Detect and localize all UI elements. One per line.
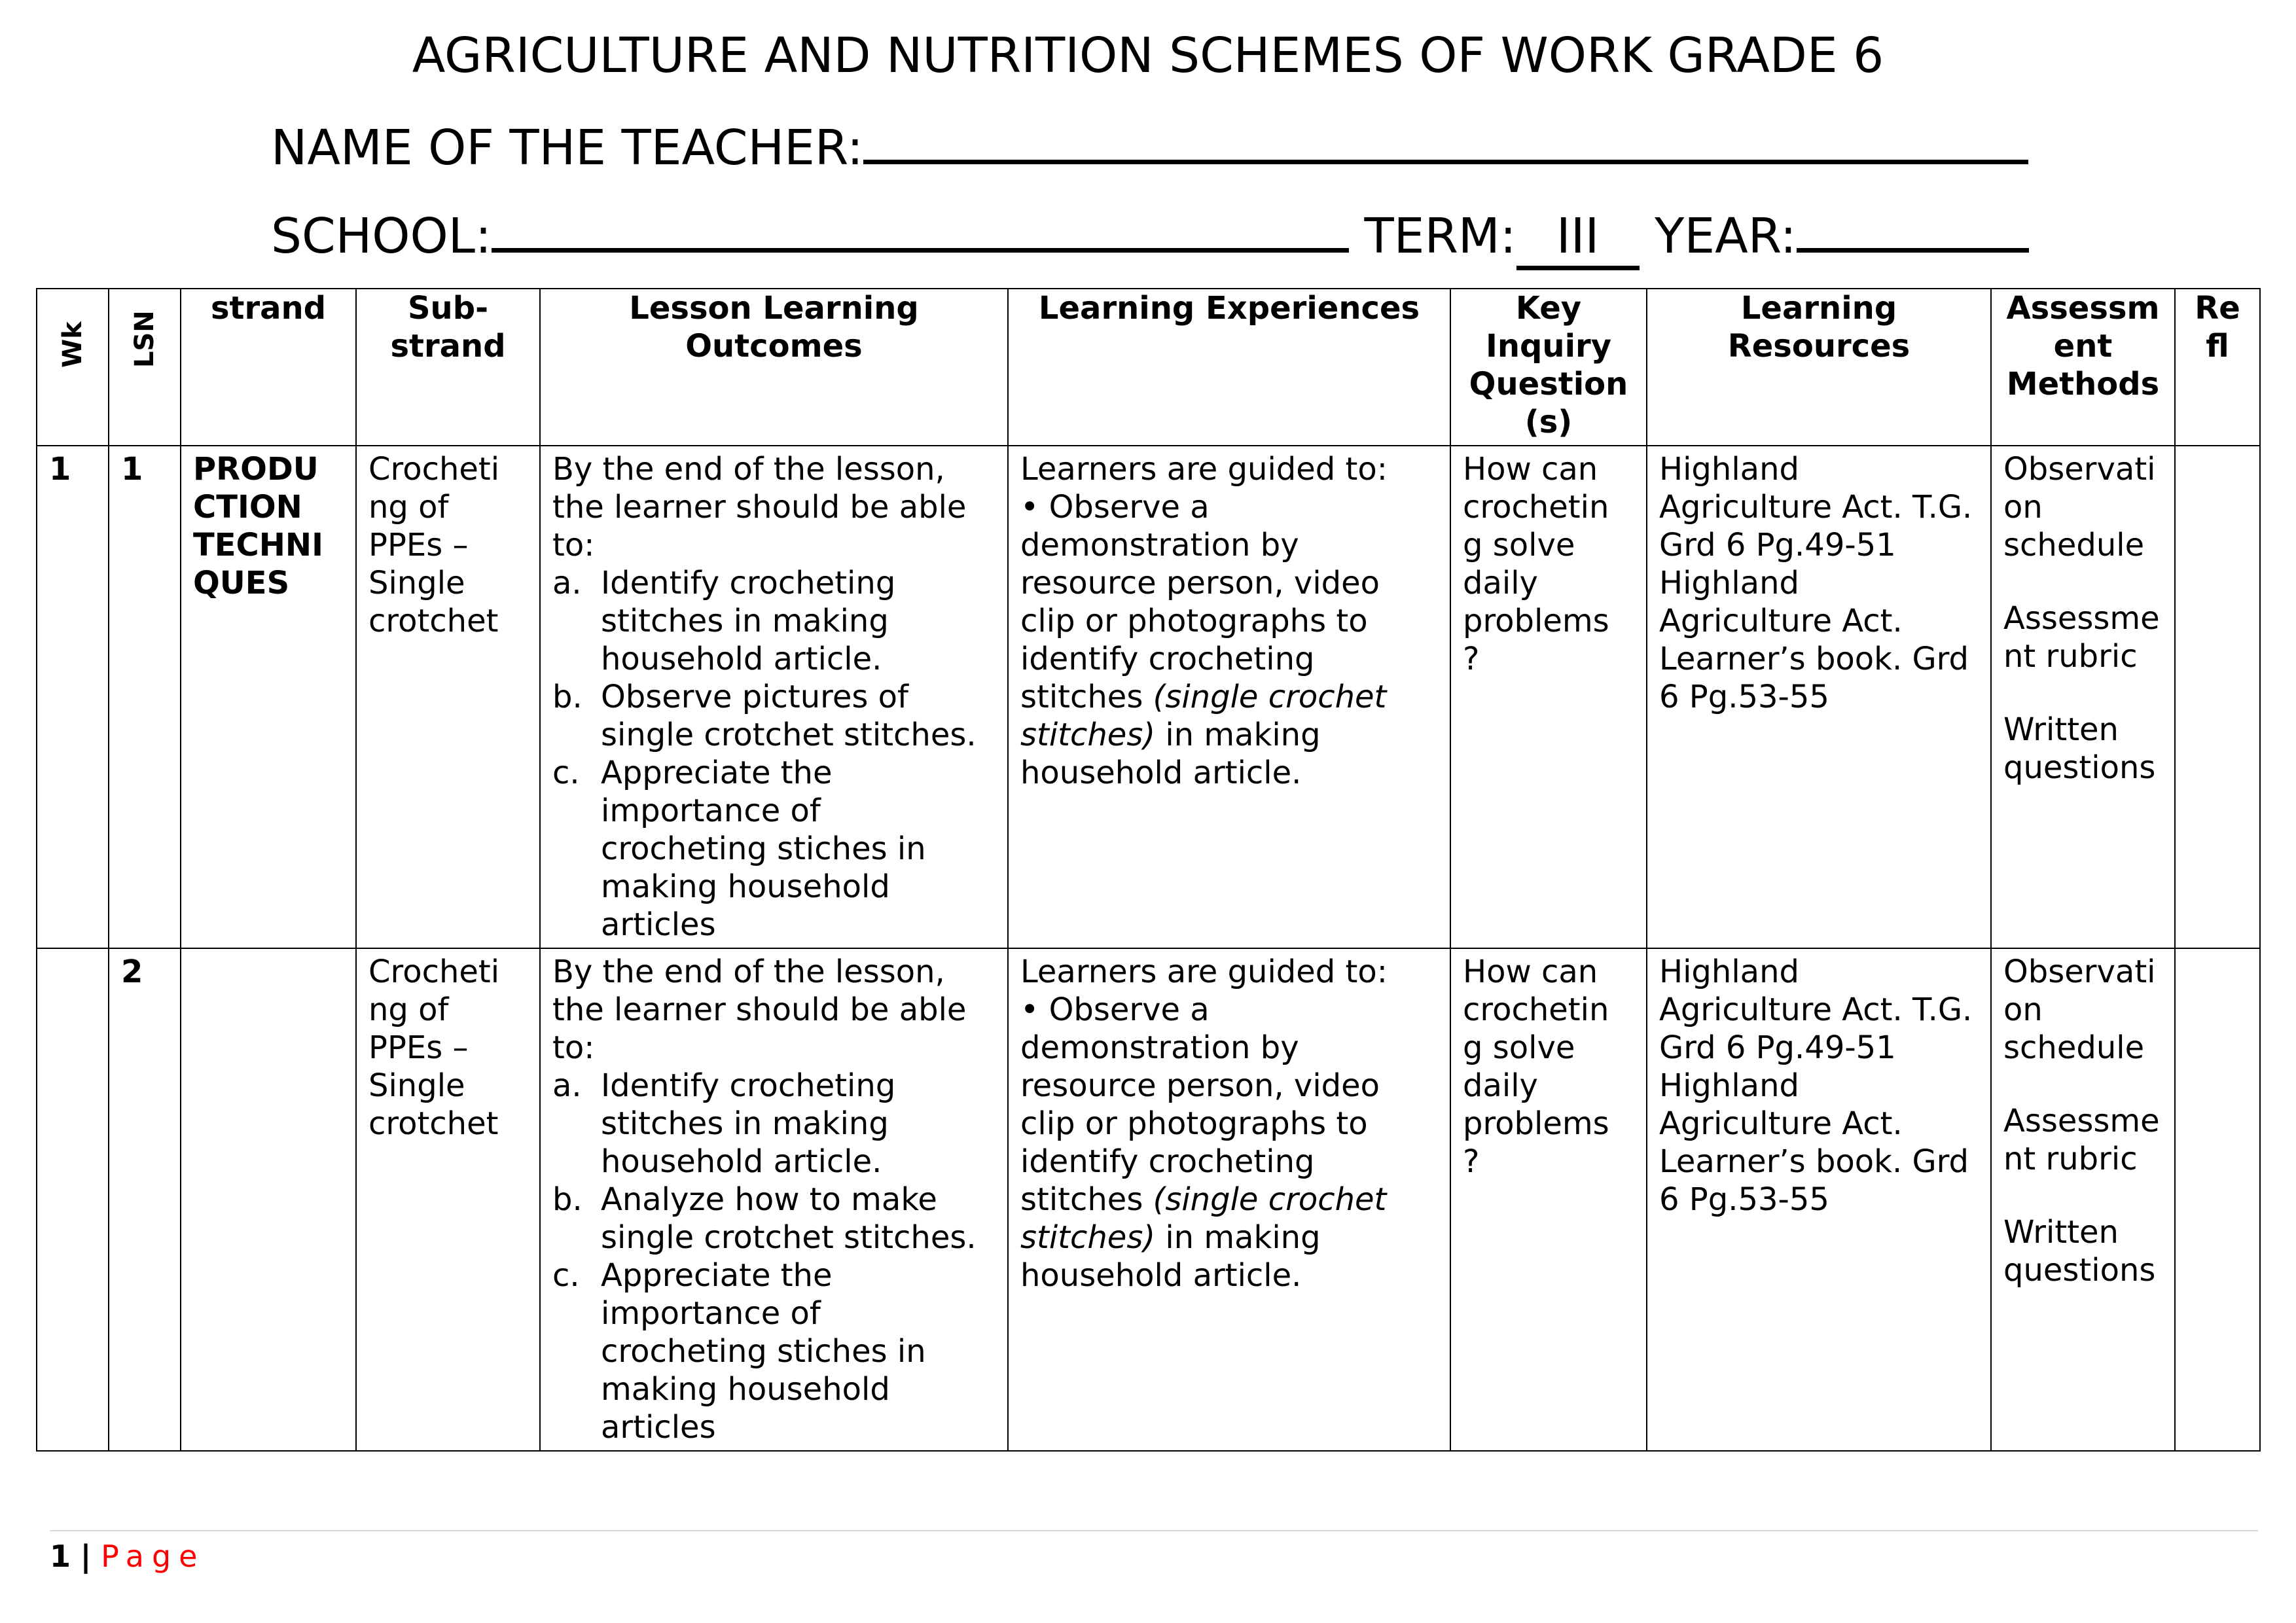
assessment-cell: [1991, 446, 2175, 948]
lesson-cell: 1: [109, 446, 181, 948]
header-key-inquiry: Key Inquiry Question(s): [1450, 289, 1647, 446]
schemes-of-work-table: [36, 288, 2261, 1452]
header-resources: Learning Resources: [1647, 289, 1991, 446]
outcomes-intro: By the end of the lesson, the learner should be able to:: [552, 451, 967, 563]
term-label: TERM:: [1364, 208, 1516, 264]
outcomes-intro: By the end of the lesson, the learner should be able to:: [552, 954, 967, 1066]
page-number: 1: [50, 1539, 71, 1574]
page-footer: [50, 1537, 205, 1576]
resources-cell: Highland Agriculture Act. T.G. Grd 6 Pg.49-51 Highland Agriculture Act. Learner’s book. Grd 6 Pg.53-55: [1647, 446, 1991, 948]
strand-cell: PRODU CTION TECHNI QUES: [181, 446, 356, 948]
header-sub-strand: Sub-strand: [356, 289, 540, 446]
assessment-cell: [1991, 948, 2175, 1451]
resources-cell: Highland Agriculture Act. T.G. Grd 6 Pg.49-51 Highland Agriculture Act. Learner’s book. Grd 6 Pg.53-55: [1647, 948, 1991, 1451]
teacher-name-label: NAME OF THE TEACHER:: [271, 120, 863, 176]
assessment-item: Observati on schedule: [2003, 451, 2156, 563]
week-cell: 1: [37, 446, 109, 948]
experiences-cell: [1008, 446, 1450, 948]
experiences-intro: Learners are guided to:: [1020, 954, 1388, 990]
school-label: SCHOOL:: [271, 208, 492, 264]
experiences-bullet: • Observe a demonstration by resource person, video clip or photographs to identify crocheting stitches (single crochet stitches) in making household article.: [1020, 489, 1387, 791]
strand-cell: [181, 948, 356, 1451]
school-term-year-line: [271, 200, 2029, 270]
assessment-item: Written questions: [2003, 1214, 2156, 1289]
lesson-cell: 2: [109, 948, 181, 1451]
year-label: YEAR:: [1655, 208, 1797, 264]
table-row: [37, 948, 2260, 1451]
list-item: a. Identify crocheting stitches in making household article.: [552, 1067, 896, 1180]
bullet-icon: •: [1020, 991, 1049, 1028]
bullet-icon: •: [1020, 489, 1049, 526]
list-item: c. Appreciate the importance of crocheting stiches in making household articles: [552, 1257, 926, 1446]
reflection-cell[interactable]: [2175, 948, 2260, 1451]
table-row: [37, 446, 2260, 948]
header-experiences: Learning Experiences: [1008, 289, 1450, 446]
assessment-item: Observati on schedule: [2003, 954, 2156, 1066]
outcomes-list: [552, 564, 996, 944]
experiences-bullet: • Observe a demonstration by resource person, video clip or photographs to identify crocheting stitches (single crochet stitches) in making household article.: [1020, 991, 1387, 1294]
document-title: AGRICULTURE AND NUTRITION SCHEMES OF WORK GRADE 6: [412, 27, 1884, 84]
reflection-cell[interactable]: [2175, 446, 2260, 948]
header-lesson: LSN: [109, 289, 181, 446]
header-strand: strand: [181, 289, 356, 446]
header-reflection: Re fl: [2175, 289, 2260, 446]
list-item: a. Identify crocheting stitches in making household article.: [552, 565, 896, 677]
outcomes-list: [552, 1067, 996, 1446]
header-assessment: Assessm ent Methods: [1991, 289, 2175, 446]
table-header-row: [37, 289, 2260, 446]
sub-strand-cell: Crocheti ng of PPEs – Single crotchet: [356, 446, 540, 948]
term-value: III: [1516, 207, 1640, 270]
list-item: c. Appreciate the importance of crocheting stiches in making household articles: [552, 755, 926, 943]
footer-divider: [50, 1530, 2258, 1531]
year-blank[interactable]: [1797, 200, 2029, 253]
outcomes-cell: [540, 446, 1008, 948]
assessment-item: Written questions: [2003, 711, 2156, 786]
assessment-item: Assessme nt rubric: [2003, 1103, 2160, 1177]
page-word: Page: [101, 1539, 206, 1574]
page-separator: |: [80, 1539, 92, 1574]
experiences-intro: Learners are guided to:: [1020, 451, 1388, 488]
teacher-name-line: [271, 111, 2028, 177]
school-blank[interactable]: [492, 200, 1349, 253]
list-item: b. Analyze how to make single crotchet stitches.: [552, 1181, 977, 1256]
outcomes-cell: [540, 948, 1008, 1451]
header-week: Wk: [37, 289, 109, 446]
header-outcomes: Lesson Learning Outcomes: [540, 289, 1008, 446]
experiences-cell: [1008, 948, 1450, 1451]
sub-strand-cell: Crocheti ng of PPEs – Single crotchet: [356, 948, 540, 1451]
week-cell: [37, 948, 109, 1451]
key-inquiry-cell: How can crochetin g solve daily problems ?: [1450, 948, 1647, 1451]
teacher-name-blank[interactable]: [863, 111, 2028, 164]
key-inquiry-cell: How can crochetin g solve daily problems ?: [1450, 446, 1647, 948]
assessment-item: Assessme nt rubric: [2003, 600, 2160, 675]
list-item: b. Observe pictures of single crotchet stitches.: [552, 679, 977, 753]
